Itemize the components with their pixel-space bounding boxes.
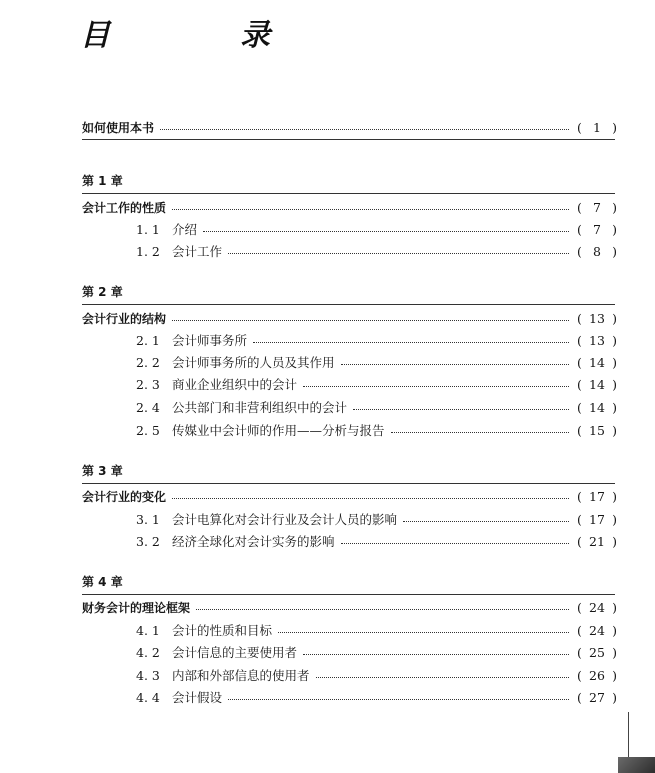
toc-entry-section[interactable] xyxy=(136,620,617,640)
entry-page: ( 21 ) xyxy=(577,533,617,549)
toc-entry-section[interactable] xyxy=(136,420,617,440)
chapter-heading: 第 3 章 xyxy=(82,464,123,478)
entry-label: 会计行业的变化 xyxy=(82,489,167,504)
dot-leader xyxy=(172,319,569,321)
toc-entry-chapter[interactable] xyxy=(82,597,617,617)
toc-entry-section[interactable] xyxy=(136,531,617,551)
entry-page: ( 13 ) xyxy=(577,332,617,348)
dot-leader xyxy=(160,128,569,130)
entry-page: ( 14 ) xyxy=(577,376,617,392)
divider xyxy=(82,483,615,484)
dot-leader xyxy=(303,653,569,655)
toc-entry-section[interactable] xyxy=(136,642,617,662)
toc-entry-section[interactable] xyxy=(136,397,617,417)
entry-page: ( 25 ) xyxy=(577,644,617,660)
dot-leader xyxy=(172,208,569,210)
entry-page: ( 17 ) xyxy=(577,488,617,504)
chapter-heading: 第 4 章 xyxy=(82,575,123,589)
entry-page: ( 1 ) xyxy=(577,119,617,135)
entry-label: 会计电算化对会计行业及会计人员的影响 xyxy=(172,512,398,527)
entry-page: ( 17 ) xyxy=(577,511,617,527)
toc-entry-section[interactable] xyxy=(136,330,617,350)
entry-page: ( 8 ) xyxy=(577,243,617,259)
section-number: 1. 1 xyxy=(136,221,160,237)
section-number: 2. 2 xyxy=(136,354,160,370)
entry-label: 会计假设 xyxy=(172,690,223,705)
entry-label: 内部和外部信息的使用者 xyxy=(172,668,310,683)
entry-label: 会计工作 xyxy=(172,244,223,259)
entry-label: 传媒业中会计师的作用——分析与报告 xyxy=(172,423,385,438)
toc-title: 目 录 xyxy=(80,18,320,53)
toc-entry-section[interactable] xyxy=(136,509,617,529)
dot-leader xyxy=(203,230,569,232)
dot-leader xyxy=(228,698,569,700)
entry-label: 会计行业的结构 xyxy=(82,311,167,326)
entry-label: 如何使用本书 xyxy=(82,120,155,135)
toc-entry-chapter[interactable] xyxy=(82,197,617,217)
page-corner-tab xyxy=(618,757,655,773)
section-number: 3. 1 xyxy=(136,511,160,527)
dot-leader xyxy=(391,431,569,433)
toc-entry-section[interactable] xyxy=(136,665,617,685)
entry-label: 会计工作的性质 xyxy=(82,200,167,215)
section-number: 2. 1 xyxy=(136,332,160,348)
dot-leader xyxy=(303,385,569,387)
entry-page: ( 24 ) xyxy=(577,599,617,615)
dot-leader xyxy=(341,542,569,544)
page-margin-line xyxy=(628,712,629,760)
section-number: 4. 3 xyxy=(136,667,160,683)
section-number: 3. 2 xyxy=(136,533,160,549)
toc-entry-section[interactable] xyxy=(136,374,617,394)
dot-leader xyxy=(403,520,569,522)
entry-label: 会计师事务所 xyxy=(172,333,248,348)
dot-leader xyxy=(341,363,569,365)
entry-label: 会计信息的主要使用者 xyxy=(172,645,298,660)
section-number: 2. 4 xyxy=(136,399,160,415)
entry-label: 经济全球化对会计实务的影响 xyxy=(172,534,335,549)
divider xyxy=(82,139,615,140)
section-number: 4. 1 xyxy=(136,622,160,638)
dot-leader xyxy=(228,252,569,254)
dot-leader xyxy=(196,608,569,610)
dot-leader xyxy=(253,341,569,343)
section-number: 4. 2 xyxy=(136,644,160,660)
toc-entry-section[interactable] xyxy=(136,241,617,261)
entry-page: ( 15 ) xyxy=(577,422,617,438)
entry-page: ( 7 ) xyxy=(577,221,617,237)
chapter-heading: 第 2 章 xyxy=(82,285,123,299)
entry-label: 公共部门和非营利组织中的会计 xyxy=(172,400,348,415)
divider xyxy=(82,594,615,595)
entry-page: ( 7 ) xyxy=(577,199,617,215)
toc-entry-section[interactable] xyxy=(136,352,617,372)
toc-entry-chapter[interactable] xyxy=(82,308,617,328)
entry-page: ( 14 ) xyxy=(577,399,617,415)
toc-entry-chapter[interactable] xyxy=(82,486,617,506)
divider xyxy=(82,193,615,194)
dot-leader xyxy=(353,408,569,410)
dot-leader xyxy=(316,676,569,678)
entry-page: ( 13 ) xyxy=(577,310,617,326)
entry-label: 会计师事务所的人员及其作用 xyxy=(172,355,335,370)
entry-label: 财务会计的理论框架 xyxy=(82,600,191,615)
entry-label: 介绍 xyxy=(172,222,198,237)
toc-entry-intro[interactable] xyxy=(82,117,617,137)
entry-page: ( 14 ) xyxy=(577,354,617,370)
entry-label: 商业企业组织中的会计 xyxy=(172,377,298,392)
section-number: 2. 3 xyxy=(136,376,160,392)
toc-entry-section[interactable] xyxy=(136,687,617,707)
entry-label: 会计的性质和目标 xyxy=(172,623,273,638)
divider xyxy=(82,304,615,305)
entry-page: ( 24 ) xyxy=(577,622,617,638)
section-number: 1. 2 xyxy=(136,243,160,259)
section-number: 4. 4 xyxy=(136,689,160,705)
entry-page: ( 27 ) xyxy=(577,689,617,705)
entry-page: ( 26 ) xyxy=(577,667,617,683)
chapter-heading: 第 1 章 xyxy=(82,174,123,188)
toc-entry-section[interactable] xyxy=(136,219,617,239)
section-number: 2. 5 xyxy=(136,422,160,438)
dot-leader xyxy=(278,631,569,633)
dot-leader xyxy=(172,497,569,499)
